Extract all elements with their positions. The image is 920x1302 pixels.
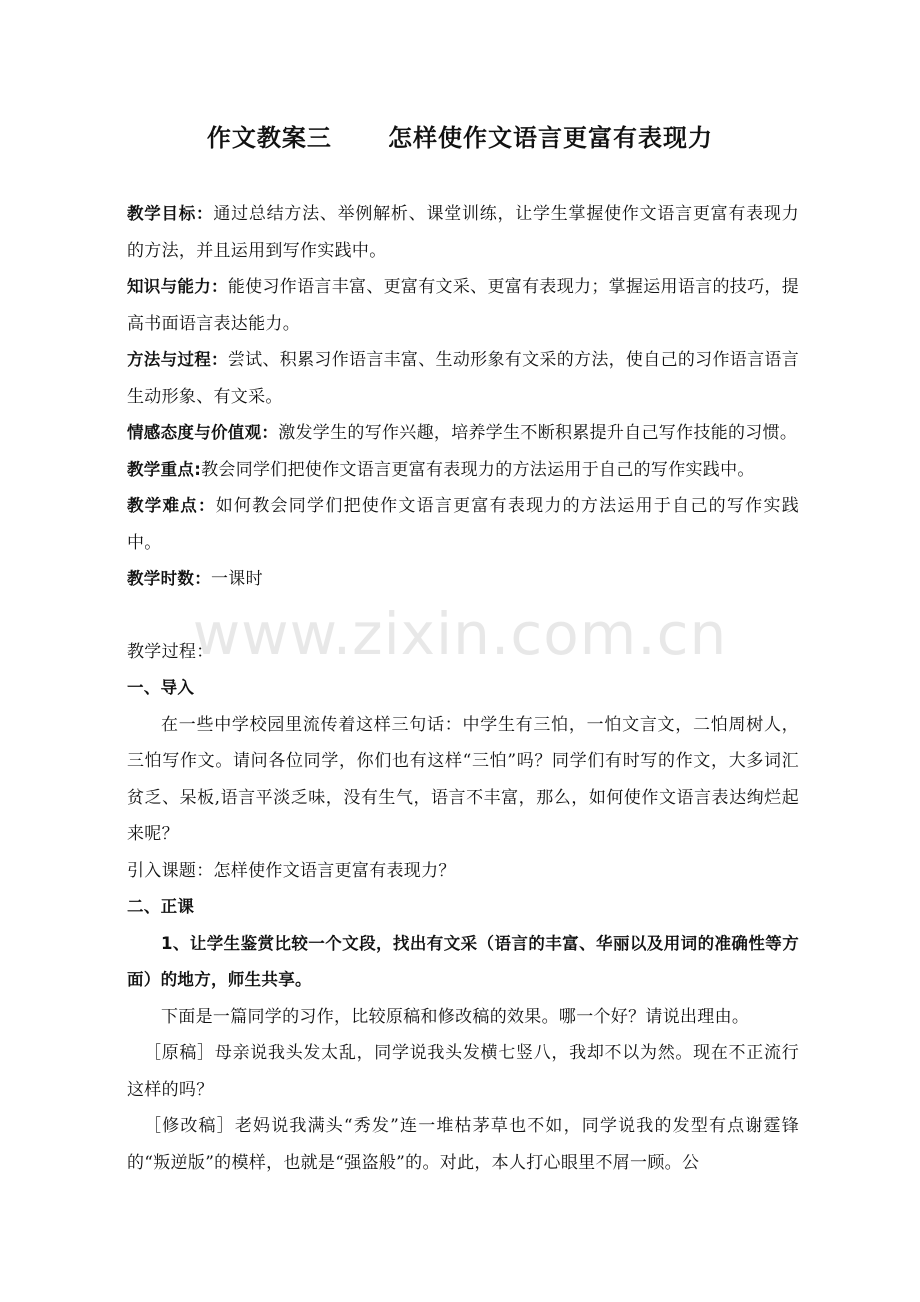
compare-intro: 下面是一篇同学的习作，比较原稿和修改稿的效果。哪一个好？请说出理由。: [161, 1006, 750, 1027]
knowledge-paragraph: [127, 269, 799, 342]
objective-label: 教学目标：: [127, 204, 214, 223]
process-label: 教学过程：: [127, 641, 214, 662]
hours-text: 一课时: [211, 569, 263, 589]
method-paragraph: [127, 342, 799, 415]
attitude-label: 情感态度与价值观：: [127, 423, 279, 442]
method-text: 尝试、积累习作语言丰富、生动形象有文采的方法，使自己的习作语言语言生动形象、有文采。: [127, 350, 799, 407]
objective-text: 通过总结方法、举例解析、课堂训练，让学生掌握使作文语言更富有表现力的方法，并且运用到写作实践中。: [127, 204, 799, 261]
key-point-paragraph: [127, 452, 799, 489]
key-point-label: 教学重点:: [127, 459, 202, 479]
section-heading-main: 二、正课: [127, 897, 195, 916]
knowledge-label: 知识与能力：: [127, 277, 228, 296]
difficulty-label: 教学难点：: [127, 496, 216, 515]
difficulty-paragraph: [127, 488, 799, 561]
section-heading-intro: 一、导入: [127, 678, 195, 697]
attitude-text: 激发学生的写作兴趣，培养学生不断积累提升自己写作技能的习惯。: [278, 423, 798, 443]
key-point-text: 教会同学们把使作文语言更富有表现力的方法运用于自己的写作实践中。: [201, 459, 755, 480]
spacer: [127, 598, 799, 634]
original-draft: ［原稿］母亲说我头发太乱，同学说我头发横七竖八，我却不以为然。现在不正流行这样的吗？: [127, 1043, 799, 1100]
hours-label: 教学时数：: [127, 569, 211, 588]
revised-draft: ［修改稿］老妈说我满头“秀发”连一堆枯茅草也不如，同学说我的发型有点谢霆锋的“叛逆版”的模样，也就是“强盗般”的。对此，本人打心眼里不屑一顾。公: [127, 1116, 799, 1173]
watermark: www.zixin.com.cn: [192, 600, 728, 668]
objective-paragraph: [127, 196, 799, 269]
task-one: 1、让学生鉴赏比较一个文段，找出有文采（语言的丰富、华丽以及用词的准确性等方面）的地方，师生共享。: [127, 933, 799, 989]
difficulty-text: 如何教会同学们把使作文语言更富有表现力的方法运用于自己的写作实践中。: [127, 496, 799, 553]
document-title: 作文教案三 怎样使作文语言更富有表现力: [206, 124, 714, 152]
topic-line: 引入课题：怎样使作文语言更富有表现力？: [127, 860, 456, 881]
knowledge-text: 能使习作语言丰富、更富有文采、更富有表现力；掌握运用语言的技巧，提高书面语言表达能力。: [127, 277, 799, 334]
attitude-paragraph: [127, 415, 799, 452]
method-label: 方法与过程：: [127, 350, 228, 369]
hours-paragraph: [127, 561, 799, 598]
document-body: [127, 196, 799, 1181]
intro-paragraph: 在一些中学校园里流传着这样三句话：中学生有三怕，一怕文言文，二怕周树人，三怕写作文。请问各位同学，你们也有这样“三怕”吗？同学们有时写的作文，大多词汇贫乏、呆板,语言平淡乏味，没有生气，语言不丰富，那么，如何使作文语言表达绚烂起来呢？: [127, 714, 799, 844]
